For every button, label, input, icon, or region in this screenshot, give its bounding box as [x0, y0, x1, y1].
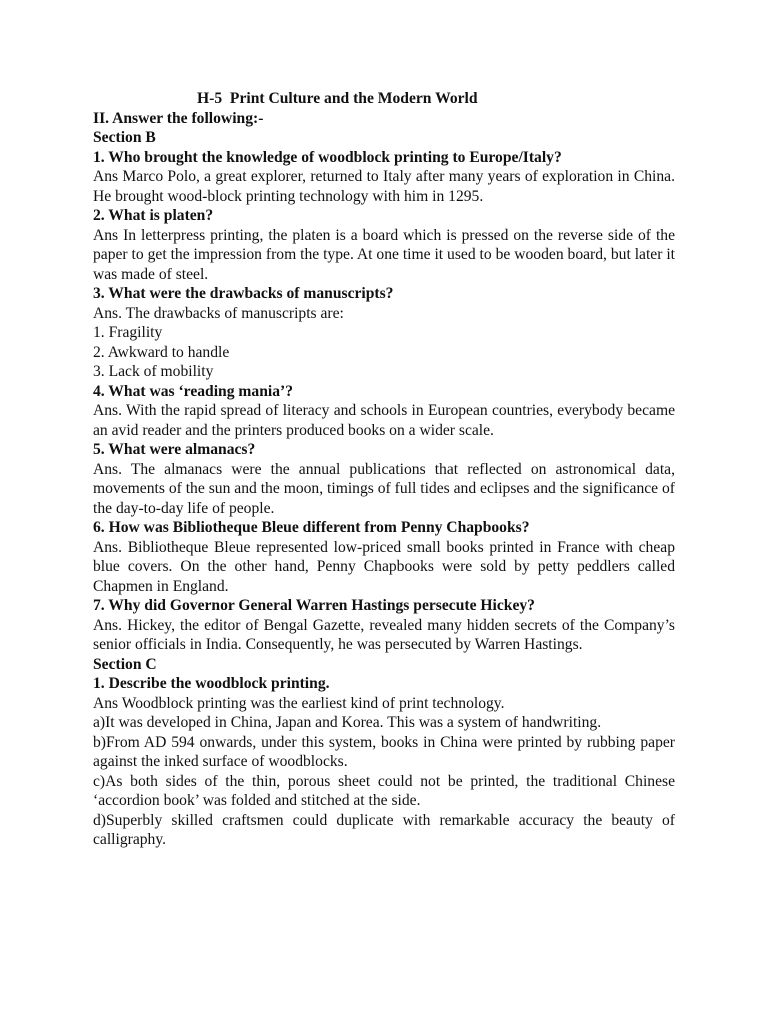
answer-c1-a: a)It was developed in China, Japan and Korea. This was a system of handwriting. — [93, 714, 602, 731]
instruction: II. Answer the following:- — [93, 109, 264, 127]
document-title: H-5 Print Culture and the Modern World — [197, 90, 478, 107]
answer-b3-intro: Ans. The drawbacks of manuscripts are: — [93, 304, 344, 322]
answer-b3-point: 3. Lack of mobility — [93, 363, 214, 380]
answer-c1-intro: Ans Woodblock printing was the earliest kind of print technology. — [93, 694, 505, 712]
section-b-heading: Section B — [93, 129, 156, 146]
answer-b2: Ans In letterpress printing, the platen is a board which is pressed on the reverse side of the paper to get the impression from the type. At one time it used to be wooden board, but later it was made of steel. — [93, 226, 675, 283]
answer-b3-point: 1. Fragility — [93, 324, 163, 341]
section-c-heading: Section C — [93, 655, 157, 673]
document-page — [93, 89, 675, 850]
question-b1: 1. Who brought the knowledge of woodblock printing to Europe/Italy? — [93, 148, 562, 166]
answer-b6: Ans. Bibliotheque Bleue represented low-priced small books printed in France with cheap blue covers. On the other hand, Penny Chapbooks were sold by petty peddlers called Chapmen in England. — [93, 538, 675, 595]
question-b6: 6. How was Bibliotheque Bleue different from Penny Chapbooks? — [93, 519, 530, 536]
answer-b1: Ans Marco Polo, a great explorer, returned to Italy after many years of exploration in China. He brought wood-block printing technology with him in 1295. — [93, 168, 675, 205]
answer-b3-point: 2. Awkward to handle — [93, 343, 230, 361]
question-b5: 5. What were almanacs? — [93, 441, 256, 458]
question-b7: 7. Why did Governor General Warren Hastings persecute Hickey? — [93, 597, 535, 614]
answer-c1-d: d)Superbly skilled craftsmen could duplicate with remarkable accuracy the beauty of calligraphy. — [93, 811, 675, 848]
answer-c1-c: c)As both sides of the thin, porous sheet could not be printed, the traditional Chinese ‘accordion book’ was folded and stitched at the side. — [93, 772, 675, 809]
answer-b4: Ans. With the rapid spread of literacy and schools in European countries, everybody became an avid reader and the printers produced books on a wider scale. — [93, 402, 675, 439]
answer-b5: Ans. The almanacs were the annual publications that reflected on astronomical data, movements of the sun and the moon, timings of full tides and eclipses and the significance of the day-to-day life of people. — [93, 460, 675, 517]
question-b3: 3. What were the drawbacks of manuscripts? — [93, 285, 394, 302]
question-b4: 4. What was ‘reading mania’? — [93, 382, 293, 400]
question-c1: 1. Describe the woodblock printing. — [93, 675, 330, 692]
question-b2: 2. What is platen? — [93, 207, 214, 224]
answer-c1-b: b)From AD 594 onwards, under this system, books in China were printed by rubbing paper against the inked surface of woodblocks. — [93, 733, 675, 770]
answer-b7: Ans. Hickey, the editor of Bengal Gazette, revealed many hidden secrets of the Company’s senior officials in India. Consequently, he was persecuted by Warren Hastings. — [93, 616, 675, 653]
